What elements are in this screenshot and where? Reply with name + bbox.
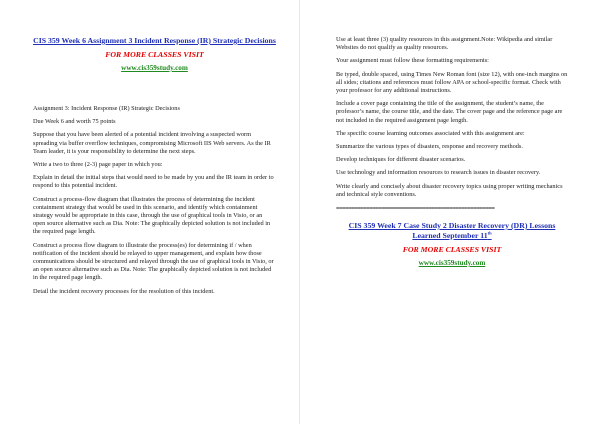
task-1-paragraph: Explain in detail the initial steps that would need to be made by you and the IR team in order to respond to this potential incident. [33,174,274,190]
promo-text-right: FOR MORE CLASSES VISIT [402,245,502,255]
assignment-heading: Assignment 3: Incident Response (IR) Strategic Decisions [33,105,180,112]
outcome-2: Develop techniques for different disaster scenarios. [336,156,466,164]
left-heading-block [33,36,276,73]
task-2-paragraph: Construct a process-flow diagram that illustrates the process of determining the incident containment strategy that would be used in this scenario, and identify which containment strategy would be appropriate in this case, through the use of graphical tools in Visio, or an open source alternative such as Dia. Note: The graphically depicted solution is not included in the required page length. [33,195,271,236]
title-superscript: th [487,230,492,236]
site-link[interactable]: www.cis359study.com [121,64,188,72]
outcome-3: Use technology and information resources to research issues in disaster recovery. [336,169,541,177]
assignment-title-link[interactable]: CIS 359 Week 6 Assignment 3 Incident Response (IR) Strategic Decisions [33,36,276,45]
scenario-paragraph: Suppose that you have been alerted of a potential incident involving a suspected worm spreading via buffer overflow techniques, compromising Microsoft IIS Web servers. As the IR Team leader, it is your responsibility to determine the next steps. [33,131,271,155]
resources-paragraph: Use at least three (3) quality resources in this assignment.Note: Wikipedia and similar Websites do not qualify as quality resources. [336,36,553,52]
formatting-paragraph: Be typed, double spaced, using Times New Roman font (size 12), with one-inch margins on all sides; citations and references must follow APA or school-specific format. Check with your professor for any additional instructions. [336,70,568,95]
task-3-paragraph: Construct a process flow diagram to illustrate the process(es) for determining if / when notification of the incident should be relayed to upper management, and explain how those communications should be structured and relayed through the use of graphical tools in Visio, or an open source alternative such as Dia. Note: The graphically depicted solution is not included in the required page length. [33,241,274,282]
outcome-4: Write clearly and concisely about disaster recovery topics using proper writing mechanics and technical style conventions. [336,182,563,198]
right-heading-block [336,221,568,268]
outcome-1: Summarize the various types of disasters, response and recovery methods. [336,143,523,151]
task-4-paragraph: Detail the incident recovery processes for the resolution of this incident. [33,287,215,295]
outcomes-heading: The specific course learning outcomes associated with this assignment are: [336,129,525,137]
right-page [300,0,600,424]
separator-line: ===================================================== [336,205,495,213]
case-study-title-link[interactable] [336,221,568,241]
cover-page-paragraph: Include a cover page containing the title of the assignment, the student’s name, the professor’s name, the course title, and the date. The cover page and the reference page are not included in the required assignment page length. [336,100,563,124]
spacer [33,79,276,105]
instruction-paragraph: Write a two to three (2-3) page paper in which you: [33,161,163,169]
formatting-heading: Your assignment must follow these formatting requirements: [336,57,489,65]
due-date-text: Due Week 6 and worth 75 points [33,118,116,126]
promo-text: FOR MORE CLASSES VISIT [105,50,204,59]
site-link-right[interactable]: www.cis359study.com [418,259,486,268]
case-study-title-text: CIS 359 Week 7 Case Study 2 Disaster Recovery (DR) Lessons Learned September 11 [348,221,556,241]
